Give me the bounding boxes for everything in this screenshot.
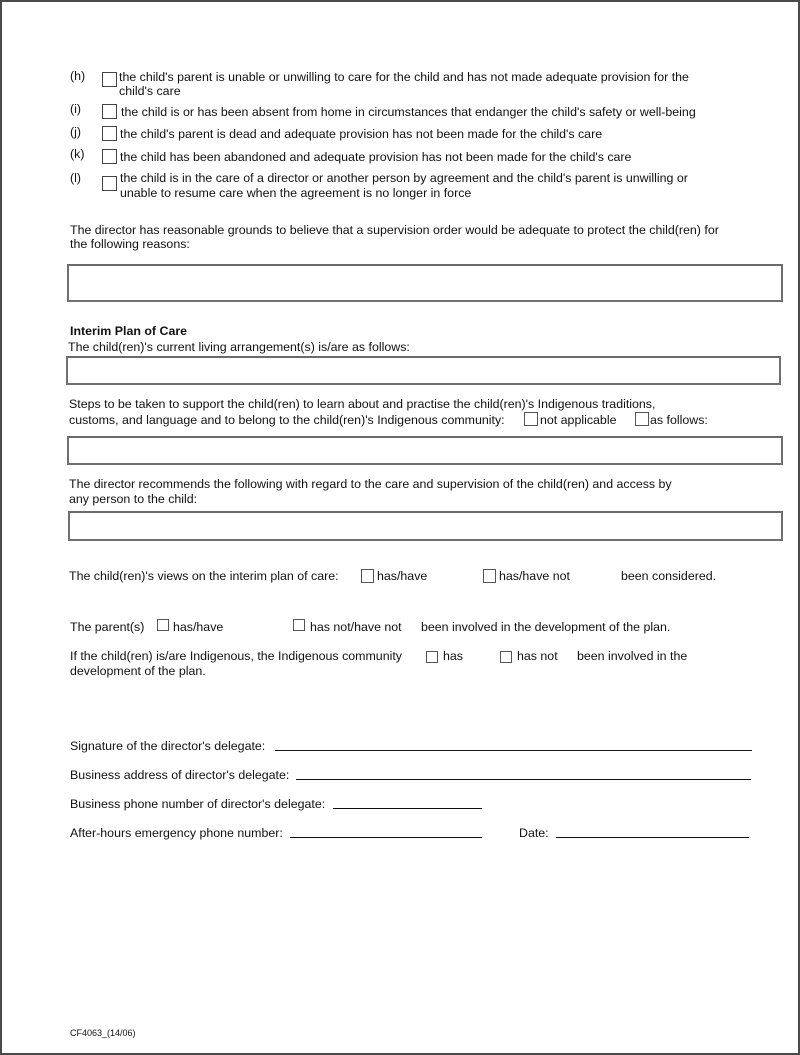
checkbox-community-has-not[interactable] xyxy=(500,651,512,663)
ground-text: unable to resume care when the agreement is no longer in force xyxy=(120,186,472,200)
supervision-label: the following reasons: xyxy=(70,237,190,251)
signature-label: Signature of the director's delegate: xyxy=(70,739,266,753)
checkbox-ground-i[interactable] xyxy=(102,104,117,119)
community-label-line2: development of the plan. xyxy=(70,664,206,678)
after-hours-phone-label: After-hours emergency phone number: xyxy=(70,826,283,840)
item-letter: (l) xyxy=(70,171,82,185)
section-heading: Interim Plan of Care xyxy=(70,324,188,338)
supervision-label: The director has reasonable grounds to believe that a supervision order would be adequate to protect the child(ren) for xyxy=(70,223,719,237)
parents-has-not-label: has not/have not xyxy=(310,620,402,634)
indigenous-steps-field[interactable] xyxy=(67,436,783,465)
supervision-reasons-field[interactable] xyxy=(67,264,783,302)
business-phone-label: Business phone number of director's delegate: xyxy=(70,797,326,811)
item-letter: (i) xyxy=(70,102,82,116)
views-has-label: has/have xyxy=(377,569,428,583)
ground-text: the child is in the care of a director or another person by agreement and the child's parent is unwilling or xyxy=(120,171,688,185)
signature-line[interactable] xyxy=(275,750,752,751)
date-label: Date: xyxy=(519,826,549,840)
views-suffix: been considered. xyxy=(621,569,717,583)
ground-text: the child's parent is unable or unwilling to care for the child and has not made adequate provision for the xyxy=(119,70,689,84)
ground-text: the child's parent is dead and adequate provision has not been made for the child's care xyxy=(120,127,603,141)
business-address-label: Business address of director's delegate: xyxy=(70,768,290,782)
business-phone-line[interactable] xyxy=(333,808,482,809)
checkbox-ground-j[interactable] xyxy=(102,126,117,141)
community-has-not-label: has not xyxy=(517,649,558,663)
checkbox-ground-h[interactable] xyxy=(102,72,117,87)
as-follows-label: as follows: xyxy=(650,413,708,427)
parents-suffix: been involved in the development of the plan. xyxy=(421,620,671,634)
views-has-not-label: has/have not xyxy=(499,569,570,583)
views-label: The child(ren)'s views on the interim plan of care: xyxy=(69,569,339,583)
community-suffix: been involved in the xyxy=(577,649,688,663)
recommend-label: The director recommends the following with regard to the care and supervision of the child(ren) and access by xyxy=(69,477,672,491)
checkbox-not-applicable[interactable] xyxy=(524,412,538,426)
living-arrangement-field[interactable] xyxy=(66,356,781,385)
ground-text: child's care xyxy=(119,84,181,98)
form-code: CF4063_(14/06) xyxy=(70,1028,136,1038)
item-letter: (h) xyxy=(70,69,86,83)
business-address-line[interactable] xyxy=(296,779,751,780)
ground-text: the child is or has been absent from home in circumstances that endanger the child's safety or well-being xyxy=(121,105,696,119)
after-hours-phone-line[interactable] xyxy=(290,837,482,838)
not-applicable-label: not applicable xyxy=(540,413,617,427)
steps-label: Steps to be taken to support the child(ren) to learn about and practise the child(ren)'s Indigenous traditions, xyxy=(69,397,656,411)
checkbox-community-has[interactable] xyxy=(426,651,438,663)
steps-label: customs, and language and to belong to the child(ren)'s Indigenous community: xyxy=(69,413,505,427)
living-arrangement-label: The child(ren)'s current living arrangement(s) is/are as follows: xyxy=(68,340,410,354)
checkbox-ground-l[interactable] xyxy=(102,176,117,191)
parents-has-label: has/have xyxy=(173,620,224,634)
parents-label: The parent(s) xyxy=(70,620,145,634)
checkbox-ground-k[interactable] xyxy=(102,149,117,164)
ground-text: the child has been abandoned and adequate provision has not been made for the child's care xyxy=(120,150,632,164)
item-letter: (k) xyxy=(70,147,85,161)
date-line[interactable] xyxy=(556,837,749,838)
checkbox-parents-has[interactable] xyxy=(157,619,169,631)
checkbox-parents-has-not[interactable] xyxy=(293,619,305,631)
checkbox-views-has[interactable] xyxy=(361,569,374,583)
community-label: If the child(ren) is/are Indigenous, the Indigenous community xyxy=(70,649,402,663)
item-letter: (j) xyxy=(70,125,82,139)
checkbox-as-follows[interactable] xyxy=(635,412,649,426)
checkbox-views-has-not[interactable] xyxy=(483,569,496,583)
community-has-label: has xyxy=(443,649,463,663)
recommendations-field[interactable] xyxy=(68,511,783,541)
recommend-label: any person to the child: xyxy=(69,492,198,506)
